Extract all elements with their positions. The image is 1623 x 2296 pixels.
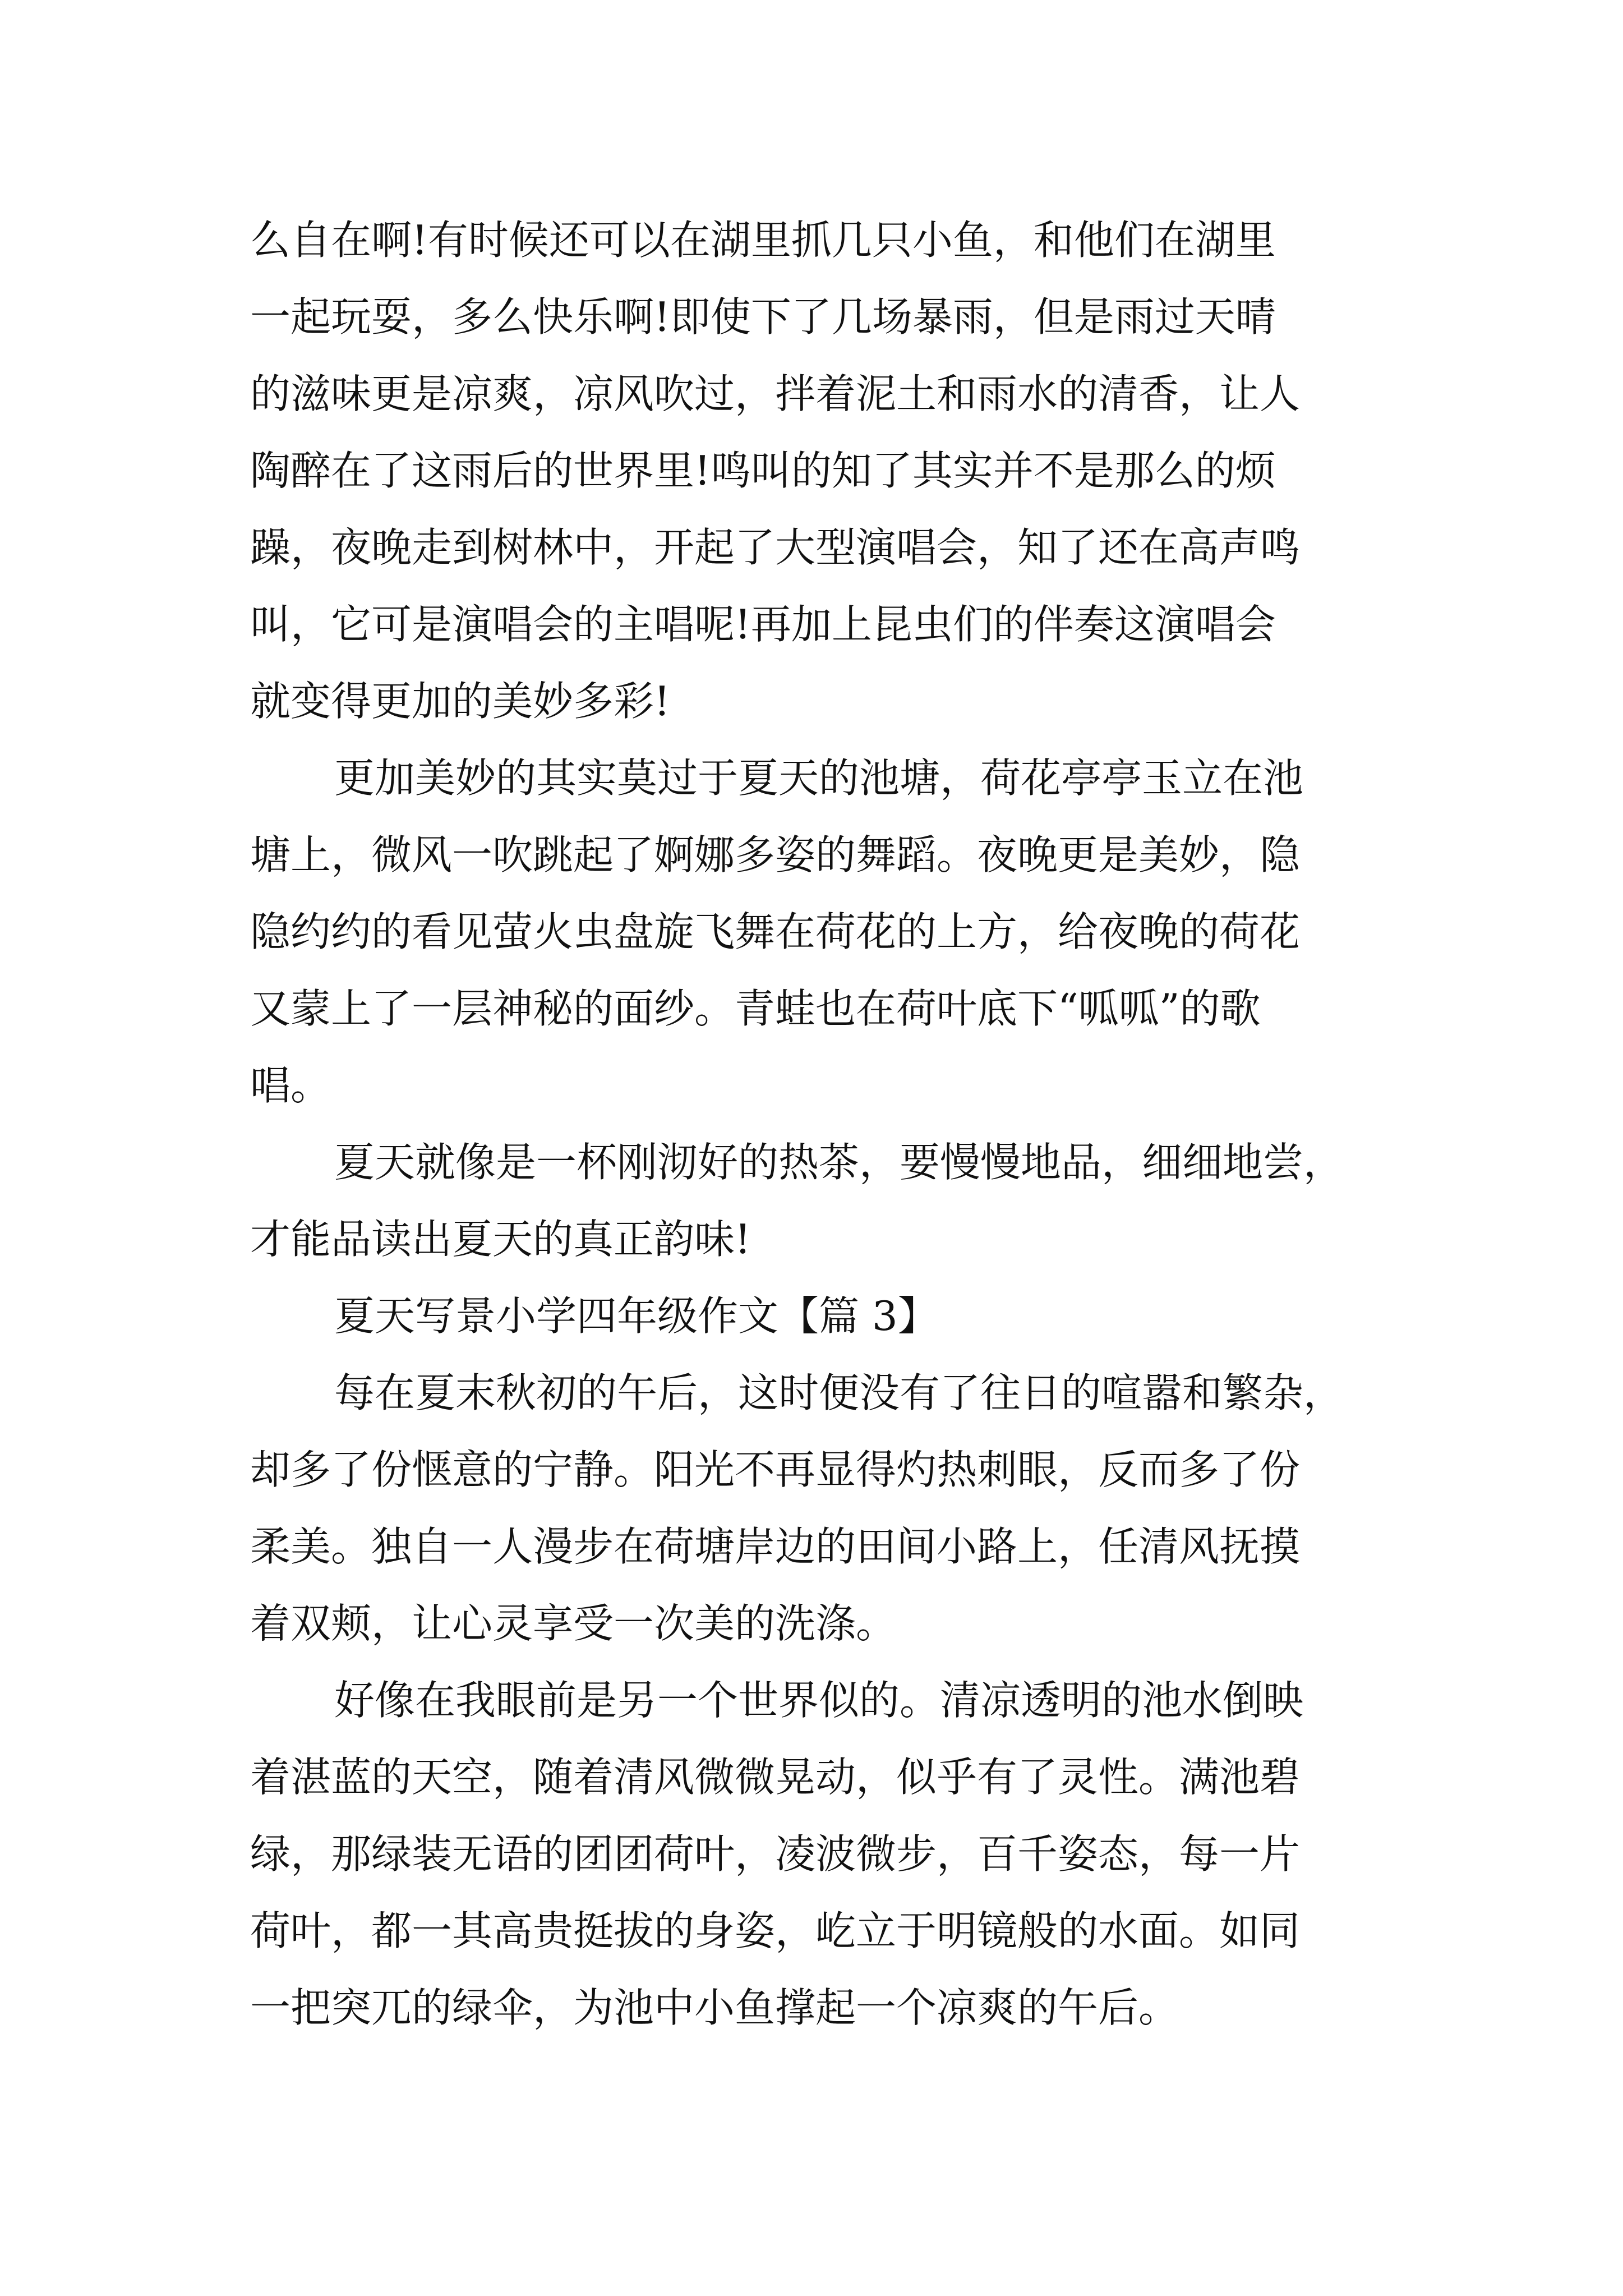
text-line: 一起玩耍，多么快乐啊!即使下了几场暴雨，但是雨过天晴	[250, 293, 1276, 341]
text-line: 塘上，微风一吹跳起了婀娜多姿的舞蹈。夜晚更是美妙，隐	[250, 831, 1301, 878]
text-line: 的滋味更是凉爽，凉风吹过，拌着泥土和雨水的清香，让人	[250, 370, 1301, 417]
text-line: 每在夏末秋初的午后，这时便没有了往日的喧嚣和繁杂，	[334, 1369, 1344, 1416]
text-line: 陶醉在了这雨后的世界里!鸣叫的知了其实并不是那么的烦	[250, 447, 1276, 494]
text-line: 叫，它可是演唱会的主唱呢!再加上昆虫们的伴奏这演唱会	[250, 601, 1276, 648]
text-line: 柔美。独自一人漫步在荷塘岸边的田间小路上，任清风抚摸	[250, 1523, 1301, 1570]
text-line: 一把突兀的绿伞，为池中小鱼撑起一个凉爽的午后。	[250, 1984, 1179, 2031]
document-body	[250, 202, 1394, 2046]
text-line: 么自在啊!有时候还可以在湖里抓几只小鱼，和他们在湖里	[250, 217, 1276, 264]
text-line: 又蒙上了一层神秘的面纱。青蛙也在荷叶底下“呱呱”的歌	[250, 985, 1261, 1032]
text-line: 着双颊，让心灵享受一次美的洗涤。	[250, 1600, 897, 1647]
text-line: 唱。	[250, 1062, 331, 1109]
text-line: 好像在我眼前是另一个世界似的。清凉透明的池水倒映	[334, 1677, 1304, 1724]
text-line: 更加美妙的其实莫过于夏天的池塘，荷花亭亭玉立在池	[334, 754, 1304, 802]
text-line: 绿，那绿装无语的团团荷叶，凌波微步，百千姿态，每一片	[250, 1830, 1301, 1878]
text-line: 躁，夜晚走到树林中，开起了大型演唱会，知了还在高声鸣	[250, 524, 1301, 571]
text-line: 着湛蓝的天空，随着清风微微晃动，似乎有了灵性。满池碧	[250, 1754, 1301, 1801]
text-line: 却多了份惬意的宁静。阳光不再显得灼热刺眼，反而多了份	[250, 1446, 1301, 1493]
text-line: 就变得更加的美妙多彩!	[250, 678, 670, 725]
text-line: 夏天就像是一杯刚沏好的热茶，要慢慢地品，细细地尝，	[334, 1139, 1344, 1186]
section-heading: 夏天写景小学四年级作文【篇 3】	[334, 1292, 938, 1340]
text-line: 荷叶，都一其高贵挺拔的身姿，屹立于明镜般的水面。如同	[250, 1907, 1301, 1954]
text-line: 隐约约的看见萤火虫盘旋飞舞在荷花的上方，给夜晚的荷花	[250, 908, 1301, 955]
text-line: 才能品读出夏天的真正韵味!	[250, 1216, 751, 1263]
